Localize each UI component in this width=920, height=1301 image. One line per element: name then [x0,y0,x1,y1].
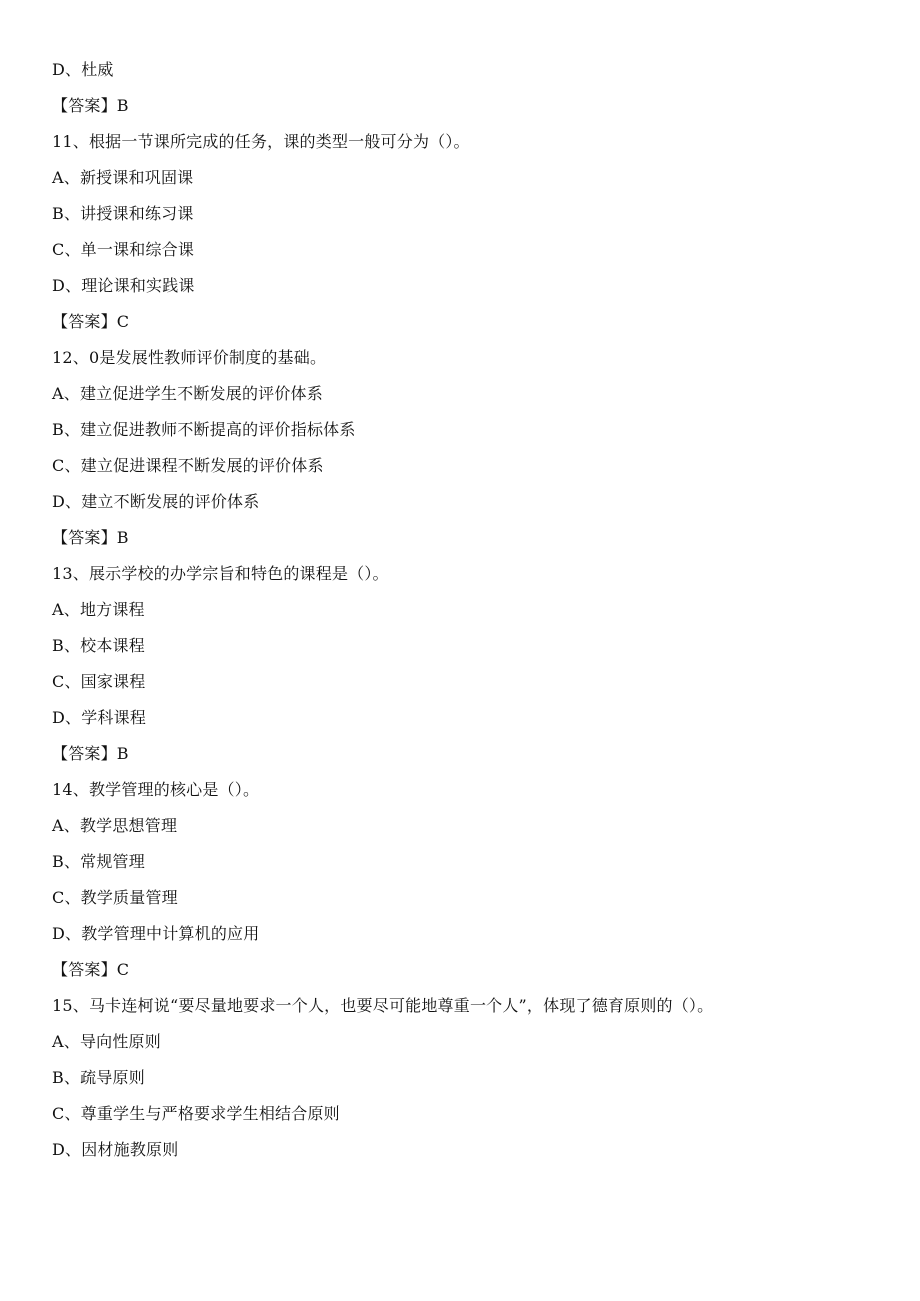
option-line: D、教学管理中计算机的应用 [52,924,260,943]
answer-line: 【答案】B [52,528,129,547]
option-line: A、建立促进学生不断发展的评价体系 [52,384,323,403]
option-line: A、新授课和巩固课 [52,168,194,187]
option-line: C、建立促进课程不断发展的评价体系 [52,456,324,475]
option-line: D、学科课程 [52,708,147,727]
option-line: D、杜威 [52,60,114,79]
option-line: B、校本课程 [52,636,145,655]
question-line: 15、马卡连柯说“要尽量地要求一个人，也要尽可能地尊重一个人”，体现了德育原则的（）。 [52,996,714,1015]
option-line: D、建立不断发展的评价体系 [52,492,260,511]
option-line: D、理论课和实践课 [52,276,195,295]
option-line: A、导向性原则 [52,1032,161,1051]
option-line: A、地方课程 [52,600,145,619]
answer-line: 【答案】B [52,744,129,763]
option-line: B、讲授课和练习课 [52,204,194,223]
answer-line: 【答案】C [52,312,130,331]
option-line: C、尊重学生与严格要求学生相结合原则 [52,1104,340,1123]
question-line: 11、根据一节课所完成的任务，课的类型一般可分为（）。 [52,132,470,151]
option-line: A、教学思想管理 [52,816,178,835]
option-line: B、常规管理 [52,852,145,871]
option-line: D、因材施教原则 [52,1140,179,1159]
option-line: C、教学质量管理 [52,888,178,907]
question-line: 12、0是发展性教师评价制度的基础。 [52,348,327,367]
question-line: 13、展示学校的办学宗旨和特色的课程是（）。 [52,564,389,583]
answer-line: 【答案】C [52,960,130,979]
option-line: C、单一课和综合课 [52,240,195,259]
option-line: B、建立促进教师不断提高的评价指标体系 [52,420,356,439]
question-line: 14、教学管理的核心是（）。 [52,780,260,799]
option-line: C、国家课程 [52,672,146,691]
option-line: B、疏导原则 [52,1068,145,1087]
answer-line: 【答案】B [52,96,129,115]
